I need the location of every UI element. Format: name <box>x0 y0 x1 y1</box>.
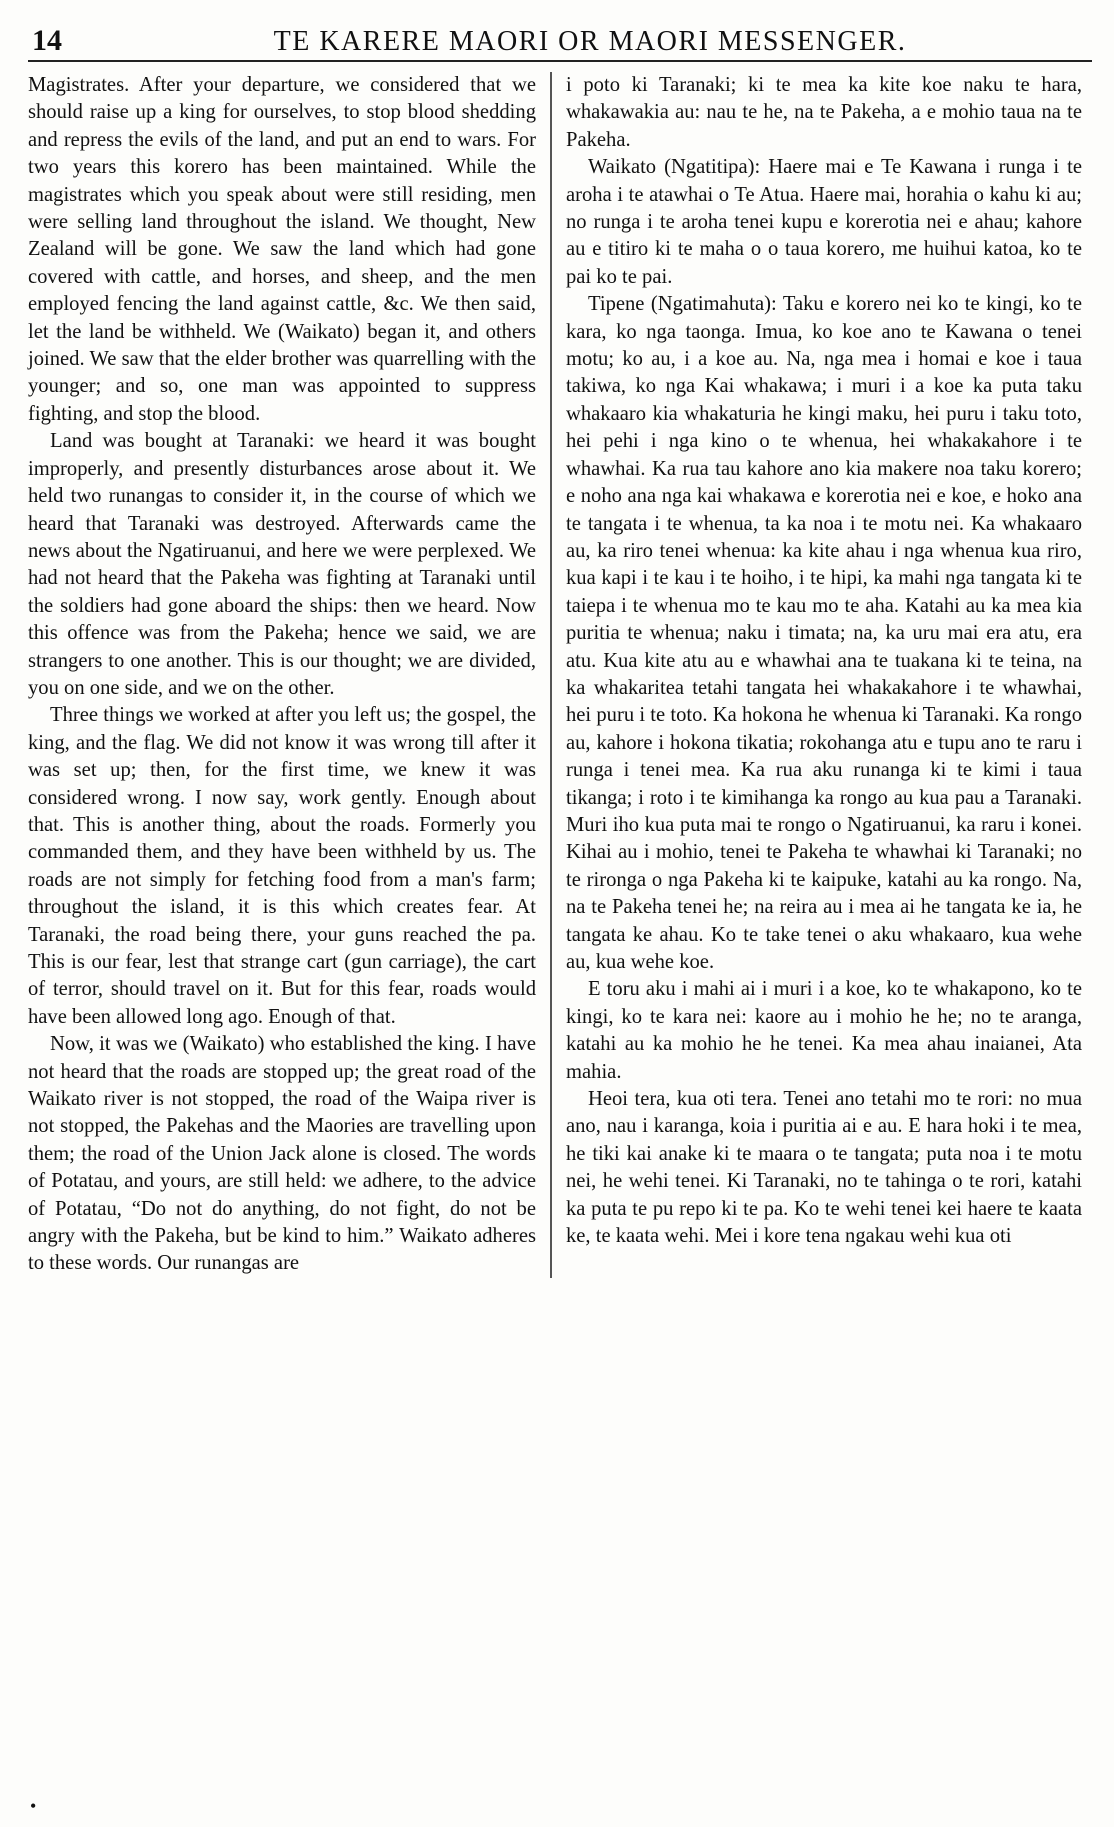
paragraph: i poto ki Taranaki; ki te mea ka kite koe naku te hara, whakawakia au: nau te he, na te Pakeha, a e mohio taua na te Pakeha. <box>566 74 1082 151</box>
running-title: TE KARERE MAORI OR MAORI MESSENGER. <box>273 26 907 57</box>
page-header <box>28 18 1092 62</box>
maori-column <box>562 72 1082 1278</box>
footer-mark: • <box>30 1796 37 1816</box>
paragraph: Heoi tera, kua oti tera. Tenei ano tetahi mo te rori: no mua ano, nau i karanga, koia i puritia ai e au. E hara hoki i te mea, he tiki kai anake ki te maara o te tangata; puta noa i te motu nei, he wehi tenei. Ki Taranaki, no te tahinga o te rori, katahi ka puta te pu repo ki te pa. Ko te wehi tenei kei haere te kaata ke, te kaata wehi. Mei i kore tena ngakau wehi kua oti <box>566 1088 1082 1248</box>
paragraph: Waikato (Ngatitipa): Haere mai e Te Kawana i runga i te aroha i te atawhai o Te Atua. Haere mai, horahia o kahu ki au; no runga i te aroha tenei kupu e korerotia nei e ahau; kahore au e titiro ki te maha o o taua korero, me huihui katoa, ko te pai ko te pai. <box>566 156 1082 288</box>
paragraph: Tipene (Ngatimahuta): Taku e korero nei ko te kingi, ko te kara, ko nga taonga. Imua, ko koe ano te Kawana o tenei motu; ko au, i a koe au. Na, nga mea i homai e koe i taua takiwa, ko nga Kai whakawa; i muri i a koe ka puta taku whakaaro kia whakaturia he kingi maku, hei puru i taku toto, hei pehi i nga kino o te whenua, hei whakakahore i te whawhai. Ka rua tau kahore ano kia makere noa taku korero; e noho ana nga kai whakawa e korerotia nei e koe, e hoko ana te tangata i te whenua, ta ka noa i te motu nei. Ka whakaaro au, ka riro tenei whenua: ka kite ahau i nga whenua kua riro, kua kapi i te kau i te hoiho, i te hipi, ka mahi nga tangata ki te taiepa i te whenua mo te kau mo te aha. Katahi au ka mea kia puritia te whenua; naku i timata; na, ka uru mai era atu, era atu. Kua kite atu au e whawhai ana te tuakana ki te teina, na ka whakaritea tetahi tangata hei whakakahore i te whawhai, hei puru i te toto. Ka hokona he whenua ki Taranaki. Ka rongo au, kahore i hokona tikatia; rokohanga atu e tupu ano te raru i runga i tenei mea. Ka rua aku runanga ki te kimi i taua tikanga; i roto i te kimihanga ka rongo au kua pau a Taranaki. Muri iho kua puta mai te rongo o Ngatiruanui, ka raru i konei. Kihai au i mohio, tenei te Pakeha te whawhai ki Taranaki; no te rironga o nga Pakeha ki te kaipuke, katahi au ka rongo. Na, na te Pakeha tenei he; na reira au i mea ai he tangata ke ia, he tangata ke ahau. Ko te take tenei o aku whakaaro, kua wehe au, kua wehe koe. <box>566 293 1082 973</box>
paragraph: Now, it was we (Waikato) who established the king. I have not heard that the roads are stopped up; the great road of the Waikato river is not stopped, the road of the Waipa river is not stopped, the Pakehas and the Maories are travelling upon them; the road of the Union Jack alone is closed. The words of Potatau, and yours, are still held: we adhere, to the advice of Potatau, “Do not do anything, do not fight, do not be angry with the Pakeha, but be kind to him.” Waikato adheres to these words. Our runangas are <box>28 1033 536 1275</box>
paragraph: Three things we worked at after you left us; the gospel, the king, and the flag. We did not know it was wrong till after it was set up; then, for the first time, we knew it was considered wrong. I now say, work gently. Enough about that. This is another thing, about the roads. Formerly you commanded them, and they have been withheld by us. The roads are not simply for fetching food from a man's farm; throughout the island, it is this which creates fear. At Taranaki, the road being there, your guns reached the pa. This is our fear, lest that strange cart (gun carriage), the cart of terror, should travel on it. But for this fear, roads would have been allowed long ago. Enough of that. <box>28 704 536 1028</box>
header-rule <box>28 60 1092 62</box>
paragraph: E toru aku i mahi ai i muri i a koe, ko te whakapono, ko te kingi, ko te kara nei: kaore au i mohio he he; no te aranga, katahi au ka mohio he he tenei. Ka mea ahau inaianei, Ata mahia. <box>566 978 1082 1083</box>
paragraph: Land was bought at Taranaki: we heard it was bought improperly, and presently disturbances arose about it. We held two runangas to consider it, in the course of which we heard that Taranaki was destroyed. Afterwards came the news about the Ngatiruanui, and here we were perplexed. We had not heard that the Pakeha was fighting at Taranaki until the soldiers had gone aboard the ships: then we heard. Now this offence was from the Pakeha; hence we said, we are strangers to one another. This is our thought; we are divided, you on one side, and we on the other. <box>28 430 536 699</box>
english-column <box>28 72 548 1278</box>
paragraph: Magistrates. After your departure, we considered that we should raise up a king for ourselves, to stop blood shedding and repress the evils of the land, and put an end to wars. For two years this korero has been maintained. While the magistrates which you speak about were still residing, men were selling land throughout the island. We thought, New Zealand will be gone. We saw the land which had gone covered with cattle, and horses, and sheep, and the men employed fencing the land against cattle, &c. We then said, let the land be withheld. We (Waikato) began it, and others joined. We saw that the elder brother was quarrelling with the younger; and so, one man was appointed to suppress fighting, and stop the blood. <box>28 74 536 425</box>
text-columns <box>28 72 1092 1278</box>
column-divider <box>550 72 552 1278</box>
page-number: 14 <box>32 24 62 57</box>
